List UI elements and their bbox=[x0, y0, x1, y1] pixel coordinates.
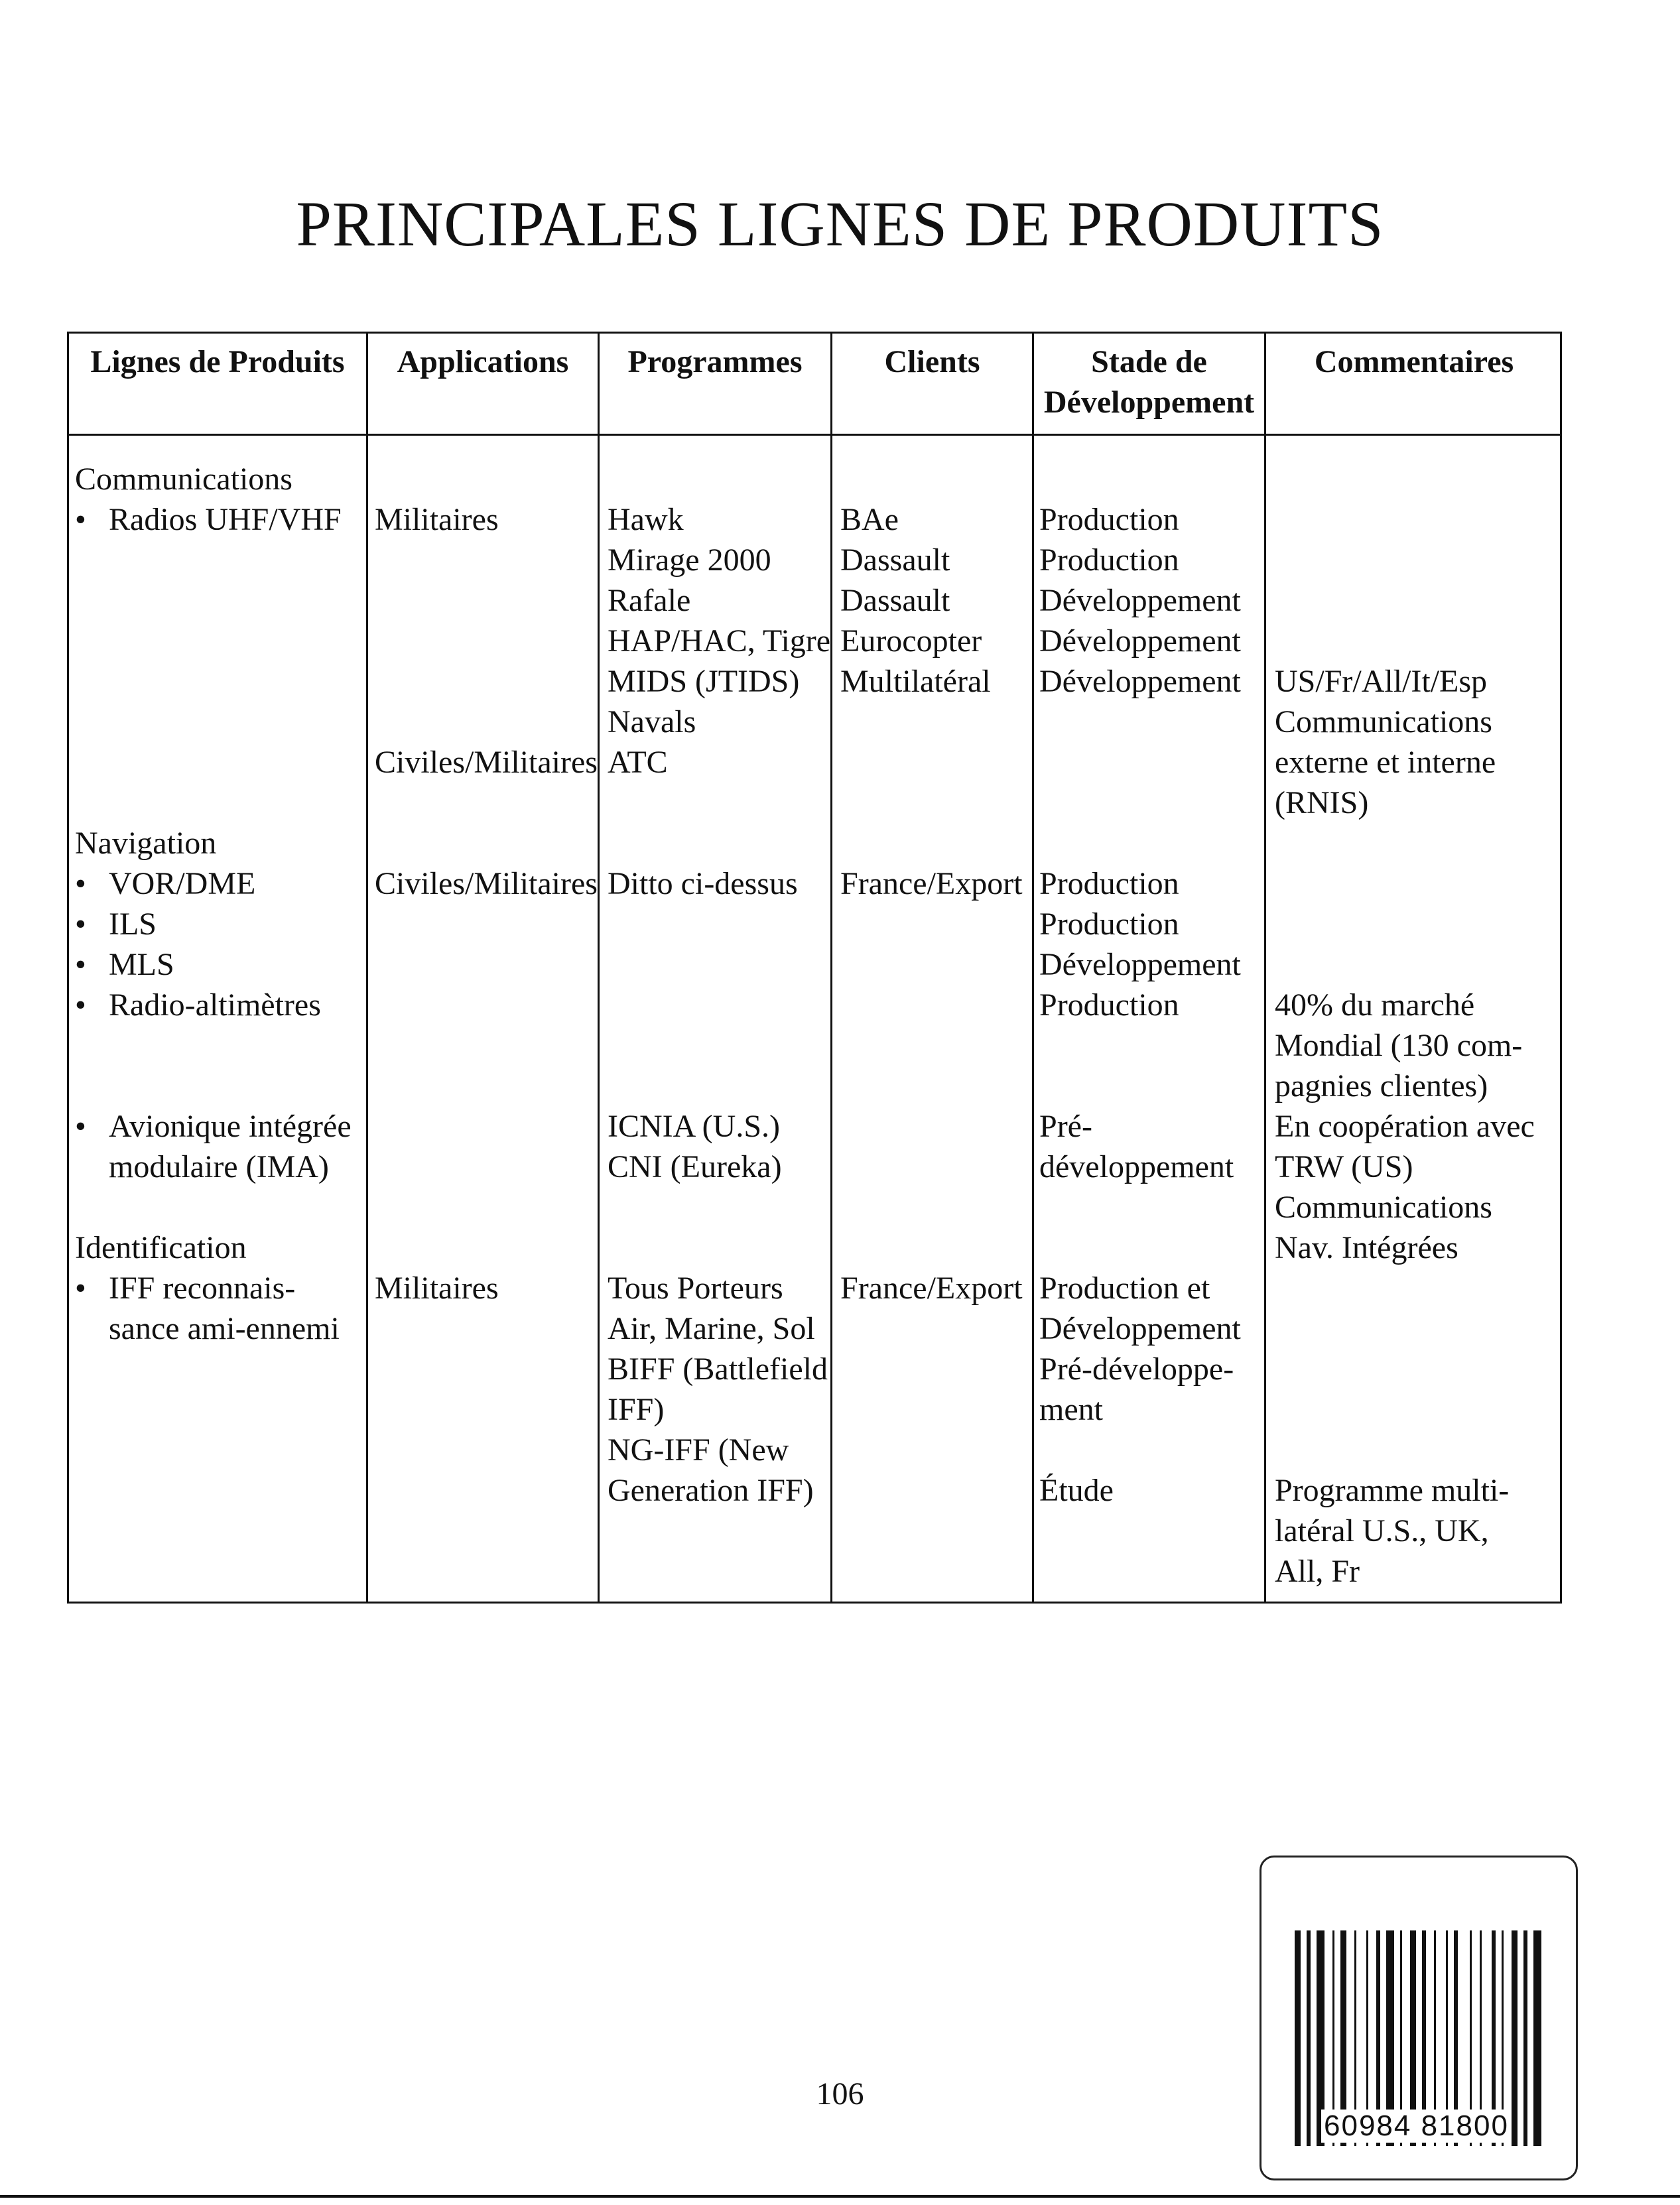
table-cell: Ditto ci-dessus bbox=[608, 866, 798, 901]
table-cell: HAP/HAC, Tigre bbox=[608, 623, 831, 659]
table-cell: TRW (US) bbox=[1275, 1149, 1413, 1184]
header-commentaires: Commentaires bbox=[1314, 344, 1514, 379]
table-cell: 40% du marché bbox=[1275, 987, 1475, 1023]
table-cell: Étude bbox=[1039, 1473, 1114, 1508]
header-stade-line-1: Stade de bbox=[1091, 344, 1207, 379]
table-cell: Tous Porteurs bbox=[608, 1271, 783, 1306]
page-title: PRINCIPALES LIGNES DE PRODUITS bbox=[296, 188, 1384, 259]
table-cell: Civiles/Militaires bbox=[375, 866, 598, 901]
list-item: • Avionique intégrée bbox=[75, 1106, 352, 1147]
table-cell: Militaires bbox=[375, 502, 499, 537]
table-cell: Eurocopter bbox=[840, 623, 982, 659]
header-lignes: Lignes de Produits bbox=[90, 344, 345, 379]
table-cell: Production bbox=[1039, 502, 1179, 537]
list-item: • Radios UHF/VHF bbox=[75, 499, 352, 540]
table-cell: France/Export bbox=[840, 866, 1023, 901]
table-cell: Civiles/Militaires bbox=[375, 745, 598, 780]
table-cell: BIFF (Battlefield bbox=[608, 1352, 828, 1387]
list-item-continuation: sance ami-ennemi bbox=[109, 1311, 340, 1346]
bullet-icon: • bbox=[75, 1271, 86, 1306]
barcode-label bbox=[1260, 1856, 1578, 2180]
bottom-rule bbox=[0, 2195, 1680, 2198]
table-cell: Dassault bbox=[840, 583, 950, 618]
table-cell: Mondial (130 com- bbox=[1275, 1028, 1523, 1063]
column-programmes bbox=[608, 459, 830, 1511]
barcode-digits: 60984 81800 bbox=[1321, 2110, 1512, 2143]
product-lines-table bbox=[67, 332, 1562, 1604]
header-stade-line-2: Développement bbox=[1043, 385, 1255, 420]
header-applications: Applications bbox=[397, 344, 569, 379]
table-cell: développement bbox=[1039, 1149, 1234, 1184]
table-cell: Multilatéral bbox=[840, 664, 991, 699]
table-cell: BAe bbox=[840, 502, 899, 537]
column-divider bbox=[830, 334, 832, 1602]
header-stade bbox=[1034, 334, 1264, 434]
table-cell: Mirage 2000 bbox=[608, 542, 771, 578]
table-cell: Production et bbox=[1039, 1271, 1210, 1306]
table-cell: (RNIS) bbox=[1275, 785, 1369, 820]
column-clients bbox=[840, 459, 1023, 1308]
list-item-continuation: modulaire (IMA) bbox=[109, 1149, 329, 1184]
list-item: • ILS bbox=[75, 904, 352, 944]
bullet-icon: • bbox=[75, 947, 86, 982]
column-divider bbox=[598, 334, 600, 1602]
table-cell: ICNIA (U.S.) bbox=[608, 1109, 780, 1144]
table-cell: Rafale bbox=[608, 583, 691, 618]
table-cell: Développement bbox=[1039, 664, 1241, 699]
table-cell: Développement bbox=[1039, 947, 1241, 982]
table-cell: Pré-développe- bbox=[1039, 1352, 1234, 1387]
table-cell: pagnies clientes) bbox=[1275, 1068, 1488, 1103]
table-cell: Hawk bbox=[608, 502, 684, 537]
list-item: • Radio-altimètres bbox=[75, 985, 352, 1025]
table-cell: MIDS (JTIDS) bbox=[608, 664, 800, 699]
list-item: • VOR/DME bbox=[75, 863, 352, 904]
table-cell: All, Fr bbox=[1275, 1554, 1360, 1589]
column-stade bbox=[1039, 459, 1241, 1511]
table-cell: Développement bbox=[1039, 583, 1241, 618]
table-cell: Dassault bbox=[840, 542, 950, 578]
column-lignes bbox=[75, 459, 352, 1349]
bullet-icon: • bbox=[75, 866, 86, 901]
table-cell: Développement bbox=[1039, 623, 1241, 659]
table-cell: CNI (Eureka) bbox=[608, 1149, 782, 1184]
table-cell: externe et interne bbox=[1275, 745, 1496, 780]
list-item: • IFF reconnais- bbox=[75, 1268, 352, 1308]
table-cell: Pré- bbox=[1039, 1109, 1092, 1144]
bullet-icon: • bbox=[75, 987, 86, 1023]
table-cell: Militaires bbox=[375, 1271, 499, 1306]
table-cell: Programme multi- bbox=[1275, 1473, 1510, 1508]
column-divider bbox=[1264, 334, 1266, 1602]
table-cell: Air, Marine, Sol bbox=[608, 1311, 815, 1346]
table-cell: ATC bbox=[608, 745, 668, 780]
bullet-icon: • bbox=[75, 907, 86, 942]
column-divider bbox=[1032, 334, 1034, 1602]
column-applications bbox=[375, 459, 598, 1308]
header-programmes: Programmes bbox=[627, 344, 803, 379]
table-cell: Navals bbox=[608, 704, 696, 739]
header-clients: Clients bbox=[884, 344, 980, 379]
table-cell: Développement bbox=[1039, 1311, 1241, 1346]
column-commentaires bbox=[1275, 459, 1535, 1592]
table-cell: Generation IFF) bbox=[608, 1473, 814, 1508]
table-cell: Communications bbox=[1275, 704, 1492, 739]
page-number: 106 bbox=[816, 2076, 864, 2111]
category-label: Navigation bbox=[75, 826, 217, 861]
column-divider bbox=[366, 334, 368, 1602]
table-cell: US/Fr/All/It/Esp bbox=[1275, 664, 1488, 699]
table-cell: latéral U.S., UK, bbox=[1275, 1513, 1489, 1548]
header-divider bbox=[69, 434, 1560, 436]
table-cell: Production bbox=[1039, 542, 1179, 578]
table-cell: NG-IFF (New bbox=[608, 1432, 789, 1468]
table-cell: IFF) bbox=[608, 1392, 665, 1427]
table-cell: ment bbox=[1039, 1392, 1103, 1427]
table-cell: Production bbox=[1039, 907, 1179, 942]
table-cell: Nav. Intégrées bbox=[1275, 1230, 1458, 1265]
table-cell: Communications bbox=[1275, 1190, 1492, 1225]
list-item: • MLS bbox=[75, 944, 352, 985]
category-label: Identification bbox=[75, 1230, 247, 1265]
table-cell: France/Export bbox=[840, 1271, 1023, 1306]
bullet-icon: • bbox=[75, 1109, 86, 1144]
bullet-icon: • bbox=[75, 502, 86, 537]
category-label: Communications bbox=[75, 462, 292, 497]
table-cell: Production bbox=[1039, 987, 1179, 1023]
table-cell: En coopération avec bbox=[1275, 1109, 1535, 1144]
table-cell: Production bbox=[1039, 866, 1179, 901]
